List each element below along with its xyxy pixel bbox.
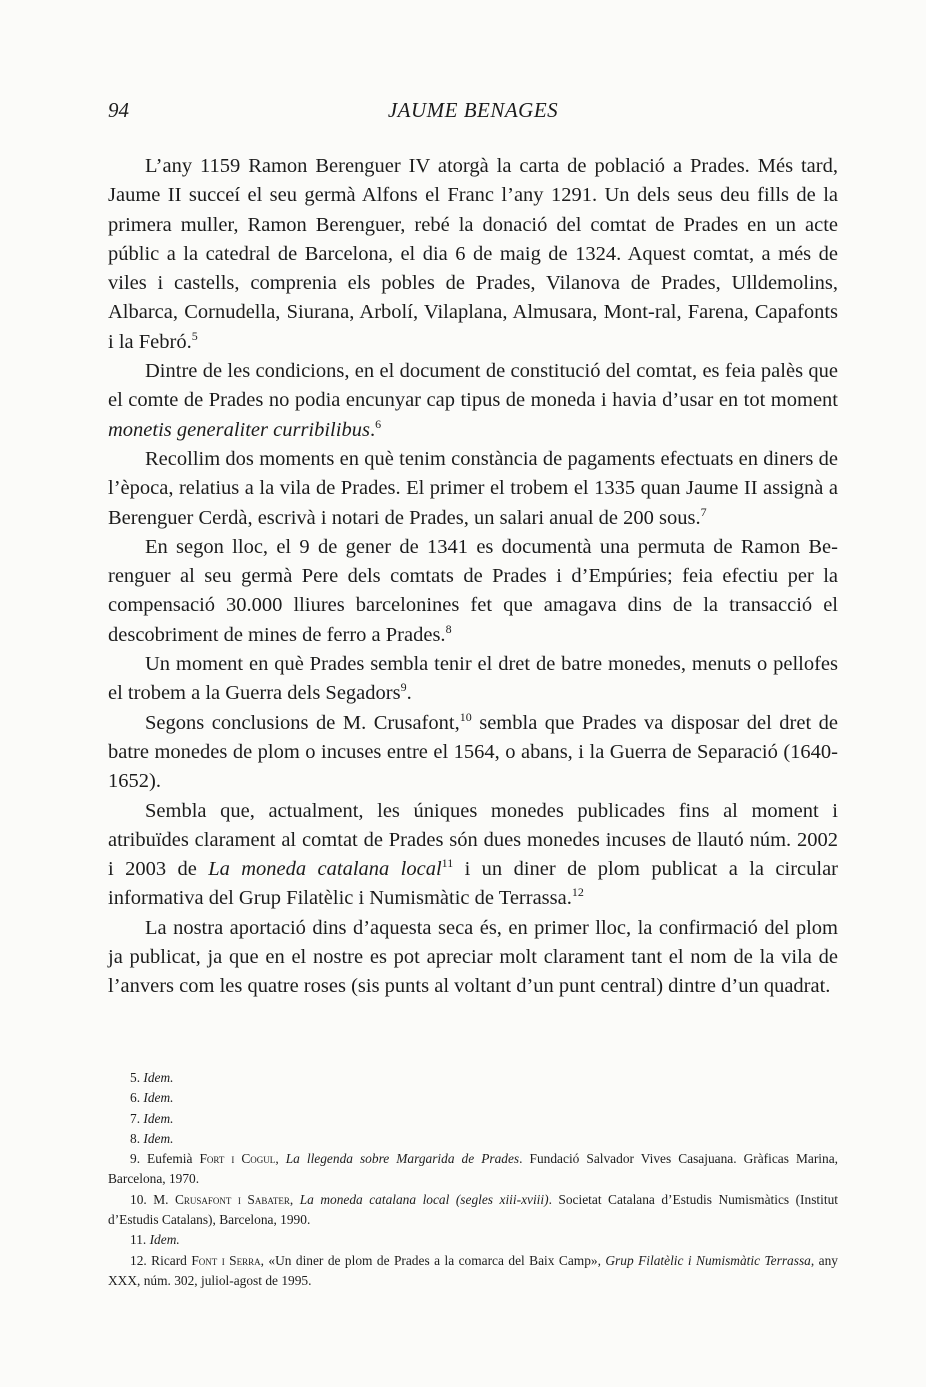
footnote bbox=[108, 1129, 838, 1149]
italic-text: La moneda catalana local bbox=[208, 858, 442, 881]
text-run: 8. bbox=[130, 1130, 144, 1146]
text-run: 6. bbox=[130, 1090, 144, 1106]
author-name: Font i Serra bbox=[191, 1252, 261, 1268]
page-header bbox=[108, 98, 838, 128]
paragraph bbox=[108, 445, 838, 533]
text-run: , bbox=[275, 1151, 286, 1167]
italic-text: La llegenda sobre Margarida de Prades bbox=[285, 1151, 520, 1167]
text-run: , «Un diner de plom de Prades a la comarca del Baix Camp», bbox=[260, 1252, 606, 1268]
text-run: Recollim dos moments en què tenim constància de pagaments efectuats en diners de l’època, relatius a la vila de Prades. El primer el trobem el 1335 quan Jaume II assignà a Berenguer Cerdà, escrivà i notari de Prades, un salari anual de 200 sous. bbox=[108, 447, 838, 529]
italic-text: La moneda catalana local (segles xiii-xviii) bbox=[299, 1191, 549, 1207]
body-text bbox=[108, 152, 838, 1002]
footnote-ref: 6 bbox=[375, 416, 382, 431]
text-run: La nostra aportació dins d’aquesta seca és, en primer lloc, la confirmació del plom ja publicat, ja que en el nostre es pot apreciar molt clarament tant el nom de la vila de l’anvers com les quatre roses (sis punts al voltant d’un punt central) dintre d’un quadrat. bbox=[108, 916, 838, 998]
paragraph bbox=[108, 797, 838, 914]
italic-text: monetis generaliter curribilibus bbox=[108, 418, 370, 441]
footnote-ref: 8 bbox=[445, 621, 452, 636]
author-name: Fort i Cogul bbox=[199, 1151, 276, 1167]
text-run: sembla que Prades va disposar del dret de batre monedes de plom o incuses entre el 1564, o abans, i la Guerra de Separació (1640-1652). bbox=[108, 711, 838, 793]
footnotes bbox=[108, 1068, 838, 1291]
italic-text: Idem. bbox=[143, 1070, 174, 1085]
italic-text: Idem. bbox=[143, 1110, 174, 1126]
footnote-ref: 5 bbox=[191, 328, 198, 343]
footnote-ref: 11 bbox=[441, 856, 454, 871]
footnote bbox=[108, 1190, 838, 1231]
text-run: 10. M. bbox=[130, 1191, 175, 1207]
footnote-ref: 7 bbox=[700, 504, 707, 519]
text-run: En segon lloc, el 9 de gener de 1341 es documentà una permuta de Ramon Berenguer al seu germà Pere dels comtats de Prades i d’Empúries; feia efectiu per la compensació 30.000 lliures barcelonines fet que amagava dins de la transacció el descobriment de mines de ferro a Prades. bbox=[108, 535, 838, 646]
text-run: . bbox=[369, 418, 376, 441]
text-run: , any XXX, núm. 302, juliol-agost de 1995. bbox=[108, 1252, 838, 1288]
footnote bbox=[108, 1230, 838, 1250]
italic-text: Grup Filatèlic i Numismàtic Terrassa bbox=[605, 1252, 811, 1268]
text-run: . Societat Catalana d’Estudis Numismàtics (Institut d’Estudis Catalans), Barcelona, 1990. bbox=[108, 1191, 838, 1228]
italic-text: Idem. bbox=[143, 1130, 174, 1146]
footnote bbox=[108, 1068, 838, 1088]
text-run: 12. Ricard bbox=[130, 1252, 192, 1268]
author-name: Crusafont i Sabater bbox=[174, 1191, 290, 1207]
footnote-ref: 12 bbox=[571, 885, 584, 900]
text-run: 9. Eufemià bbox=[130, 1151, 200, 1167]
text-run: 7. bbox=[130, 1110, 144, 1126]
footnote-ref: 9 bbox=[400, 680, 407, 695]
text-run: 11. bbox=[130, 1232, 150, 1248]
text-run: . Fundació Salvador Vives Casajuana. Gràficas Marina, Barcelona, 1970. bbox=[108, 1151, 838, 1187]
text-run: , bbox=[289, 1191, 300, 1207]
running-title: JAUME BENAGES bbox=[387, 98, 559, 122]
footnote bbox=[108, 1149, 838, 1190]
footnote bbox=[108, 1088, 838, 1108]
text-run: Sembla que, actualment, les úniques monedes publicades fins al moment i atribuïdes clarament al comtat de Prades són dues monedes incuses de llautó núm. 2002 i 2003 de bbox=[108, 799, 838, 881]
text-run: i un diner de plom publicat a la circular informativa del Grup Filatèlic i Numismàtic de Terrassa. bbox=[108, 858, 839, 910]
footnote bbox=[108, 1109, 838, 1129]
text-run: 5. bbox=[130, 1070, 144, 1085]
italic-text: Idem. bbox=[149, 1232, 180, 1248]
text-run: Un moment en què Prades sembla tenir el dret de batre monedes, menuts o pellofes el trobem a la Guerra dels Segadors bbox=[108, 653, 838, 705]
paragraph bbox=[108, 152, 838, 357]
text-run: Segons conclusions de M. Crusafont, bbox=[145, 711, 460, 734]
paragraph bbox=[108, 650, 838, 709]
footnote-ref: 10 bbox=[459, 709, 472, 724]
text-run: L’any 1159 Ramon Berenguer IV atorgà la carta de població a Prades. Més tard, Jaume II succeí el seu germà Alfons el Franc l’any 1291. Un dels seus deu fills de la primera muller, Ramon Berenguer, rebé la donació del comtat de Prades en un acte públic a la catedral de Barcelona, el dia 6 de maig de 1324. Aquest comtat, a més de viles i castells, comprenia els pobles de Prades, Vilanova de Prades, Ulldemolins, Albarca, Cornudella, Siurana, Arbolí, Vilaplana, Almusara, Mont-ral, Farena, Capafonts i la Febró. bbox=[108, 155, 838, 353]
text-run: Dintre de les condicions, en el document de constitució del comtat, es feia palès que el comte de Prades no podia encunyar cap tipus de moneda i havia d’usar en tot moment bbox=[108, 360, 838, 412]
paragraph bbox=[108, 533, 838, 650]
page-number: 94 bbox=[108, 98, 129, 122]
paragraph bbox=[108, 914, 838, 1002]
italic-text: Idem. bbox=[143, 1090, 174, 1106]
text-run: . bbox=[406, 682, 412, 705]
paragraph bbox=[108, 709, 838, 797]
footnote bbox=[108, 1251, 838, 1292]
paragraph bbox=[108, 357, 838, 445]
